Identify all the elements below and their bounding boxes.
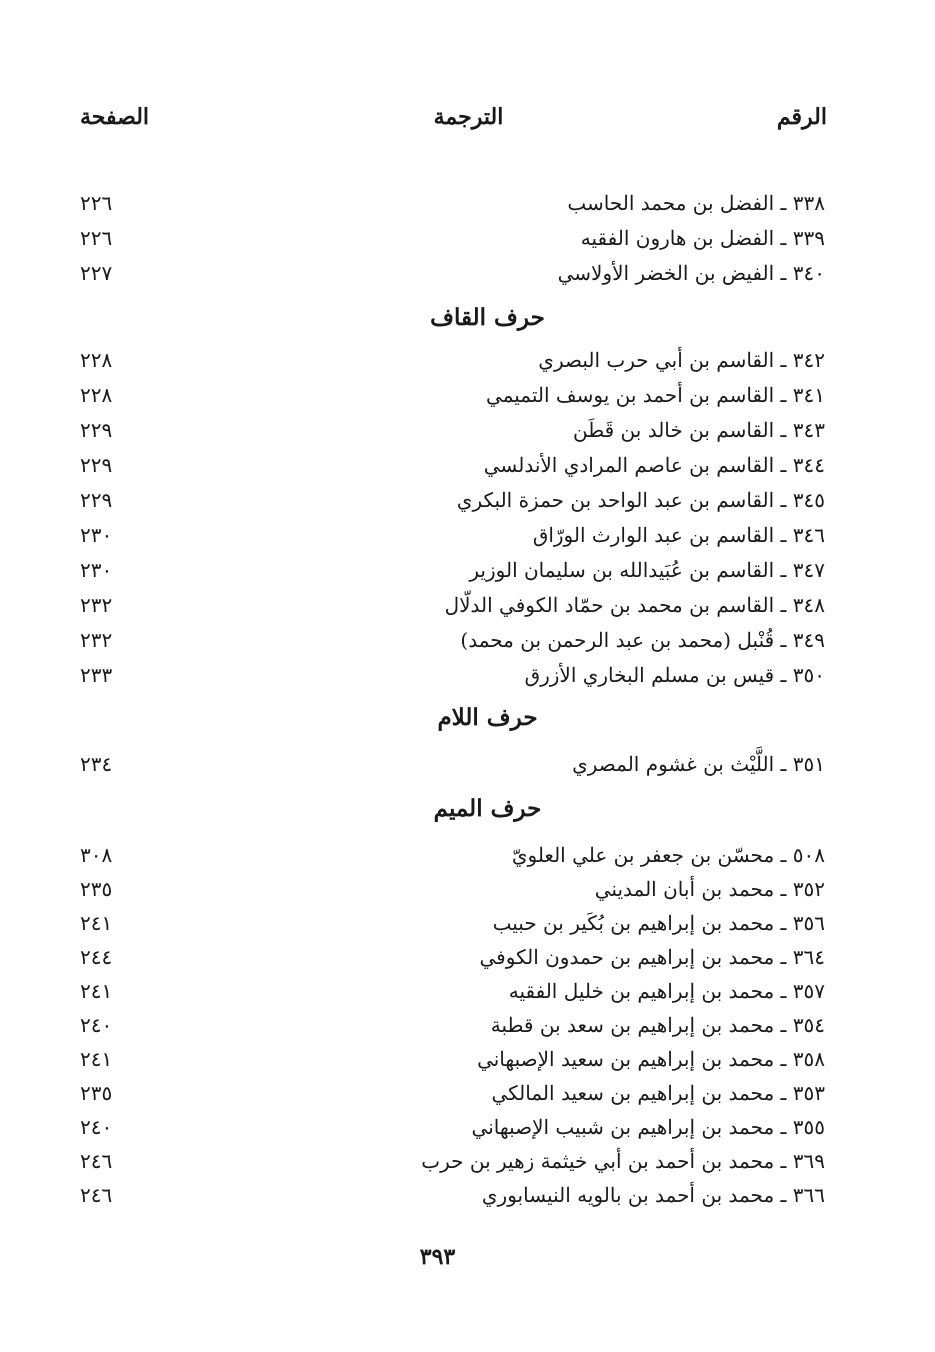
entry-page: ٢٢٩ xyxy=(80,488,113,512)
entry-page: ٢٢٦ xyxy=(80,191,113,215)
entry-page: ٢٣٥ xyxy=(80,1081,113,1105)
section-title: حرف القاف xyxy=(430,304,545,331)
entry-page: ٣٠٨ xyxy=(80,843,113,867)
entry-page: ٢٢٩ xyxy=(80,453,113,477)
entry-page: ٢٢٩ xyxy=(80,418,113,442)
entry-name: ٣٥٢ ـ محمد بن أبان المديني xyxy=(594,877,825,901)
list-item xyxy=(80,1144,825,1178)
entry-page: ٢٢٧ xyxy=(80,261,113,285)
entry-page: ٢٣٢ xyxy=(80,593,113,617)
entry-name: ٣٤٠ ـ الفيض بن الخضر الأولاسي xyxy=(557,261,825,285)
entry-name: ٣٤١ ـ القاسم بن أحمد بن يوسف التميمي xyxy=(486,383,825,407)
entry-name: ٣٦٤ ـ محمد بن إبراهيم بن حمدون الكوفي xyxy=(479,945,825,969)
list-item xyxy=(80,872,825,906)
entry-name: ٣٦٦ ـ محمد بن أحمد بن بالويه النيسابوري xyxy=(481,1183,825,1207)
entry-page: ٢٢٨ xyxy=(80,348,113,372)
entry-name: ٣٤٤ ـ القاسم بن عاصم المرادي الأندلسي xyxy=(483,453,825,477)
list-item xyxy=(80,838,825,872)
header-title: الترجمة xyxy=(433,104,504,130)
entry-page: ٢٢٦ xyxy=(80,226,113,250)
entry-page: ٢٤٦ xyxy=(80,1183,113,1207)
entry-page: ٢٤٠ xyxy=(80,1013,113,1037)
entry-page: ٢٤١ xyxy=(80,1047,113,1071)
list-item xyxy=(80,413,825,447)
entry-name: ٣٥٠ ـ قيس بن مسلم البخاري الأزرق xyxy=(524,663,825,687)
entry-name: ٣٦٩ ـ محمد بن أحمد بن أبي خيثمة زهير بن حرب xyxy=(421,1149,825,1173)
header-page: الصفحة xyxy=(80,104,150,130)
list-item xyxy=(80,747,825,781)
entry-page: ٢٣٣ xyxy=(80,663,113,687)
entry-page: ٢٤٠ xyxy=(80,1115,113,1139)
column-header xyxy=(70,104,827,144)
list-item xyxy=(80,623,825,657)
entry-page: ٢٢٨ xyxy=(80,383,113,407)
list-item xyxy=(80,906,825,940)
list-item xyxy=(80,1076,825,1110)
list-item xyxy=(80,1110,825,1144)
entry-page: ٢٤١ xyxy=(80,911,113,935)
entry-name: ٣٤٩ ـ قُنْبل (محمد بن عبد الرحمن بن محمد) xyxy=(460,628,825,652)
entry-name: ٣٥٦ ـ محمد بن إبراهيم بن بُكَير بن حبيب xyxy=(492,911,825,935)
entry-name: ٣٥٥ ـ محمد بن إبراهيم بن شبيب الإصبهاني xyxy=(471,1115,825,1139)
entry-page: ٢٣٥ xyxy=(80,877,113,901)
section-title: حرف الميم xyxy=(433,795,542,822)
entry-page: ٢٣٠ xyxy=(80,558,113,582)
list-item xyxy=(80,1008,825,1042)
entry-name: ٣٥٣ ـ محمد بن إبراهيم بن سعيد المالكي xyxy=(491,1081,825,1105)
entry-name: ٣٣٩ ـ الفضل بن هارون الفقيه xyxy=(580,226,825,250)
entry-name: ٣٣٨ ـ الفضل بن محمد الحاسب xyxy=(567,191,825,215)
list-item xyxy=(80,658,825,692)
entry-name: ٣٥١ ـ اللَّيْث بن غشوم المصري xyxy=(572,752,825,776)
list-item xyxy=(80,518,825,552)
entry-name: ٣٥٤ ـ محمد بن إبراهيم بن سعد بن قطبة xyxy=(490,1013,825,1037)
list-item xyxy=(80,940,825,974)
list-item xyxy=(80,1042,825,1076)
entry-page: ٢٤٦ xyxy=(80,1149,113,1173)
page-number: ٣٩٣ xyxy=(419,1244,456,1270)
list-item xyxy=(80,186,825,220)
entry-page: ٢٣٤ xyxy=(80,752,113,776)
entry-name: ٣٥٧ ـ محمد بن إبراهيم بن خليل الفقيه xyxy=(508,979,825,1003)
list-item xyxy=(80,343,825,377)
list-item xyxy=(80,378,825,412)
list-item xyxy=(80,553,825,587)
entry-name: ٣٤٥ ـ القاسم بن عبد الواحد بن حمزة البكري xyxy=(456,488,825,512)
entry-name: ٥٠٨ ـ محسّن بن جعفر بن علي العلويّ xyxy=(511,843,825,867)
list-item xyxy=(80,974,825,1008)
entry-page: ٢٤٤ xyxy=(80,945,113,969)
list-item xyxy=(80,221,825,255)
entry-page: ٢٣٠ xyxy=(80,523,113,547)
entry-name: ٣٤٧ ـ القاسم بن عُبَيدالله بن سليمان الوزير xyxy=(469,558,825,582)
list-item xyxy=(80,448,825,482)
list-item xyxy=(80,256,825,290)
entry-name: ٣٥٨ ـ محمد بن إبراهيم بن سعيد الإصبهاني xyxy=(477,1047,825,1071)
entry-page: ٢٣٢ xyxy=(80,628,113,652)
entry-name: ٣٤٨ ـ القاسم بن محمد بن حمّاد الكوفي الدلّال xyxy=(444,593,825,617)
section-title: حرف اللام xyxy=(437,704,538,731)
entry-name: ٣٤٢ ـ القاسم بن أبي حرب البصري xyxy=(538,348,825,372)
entry-page: ٢٤١ xyxy=(80,979,113,1003)
list-item xyxy=(80,1178,825,1212)
entry-name: ٣٤٣ ـ القاسم بن خالد بن قَطَن xyxy=(573,418,825,442)
list-item xyxy=(80,483,825,517)
header-number: الرقم xyxy=(776,104,827,130)
list-item xyxy=(80,588,825,622)
entry-name: ٣٤٦ ـ القاسم بن عبد الوارث الورّاق xyxy=(532,523,825,547)
